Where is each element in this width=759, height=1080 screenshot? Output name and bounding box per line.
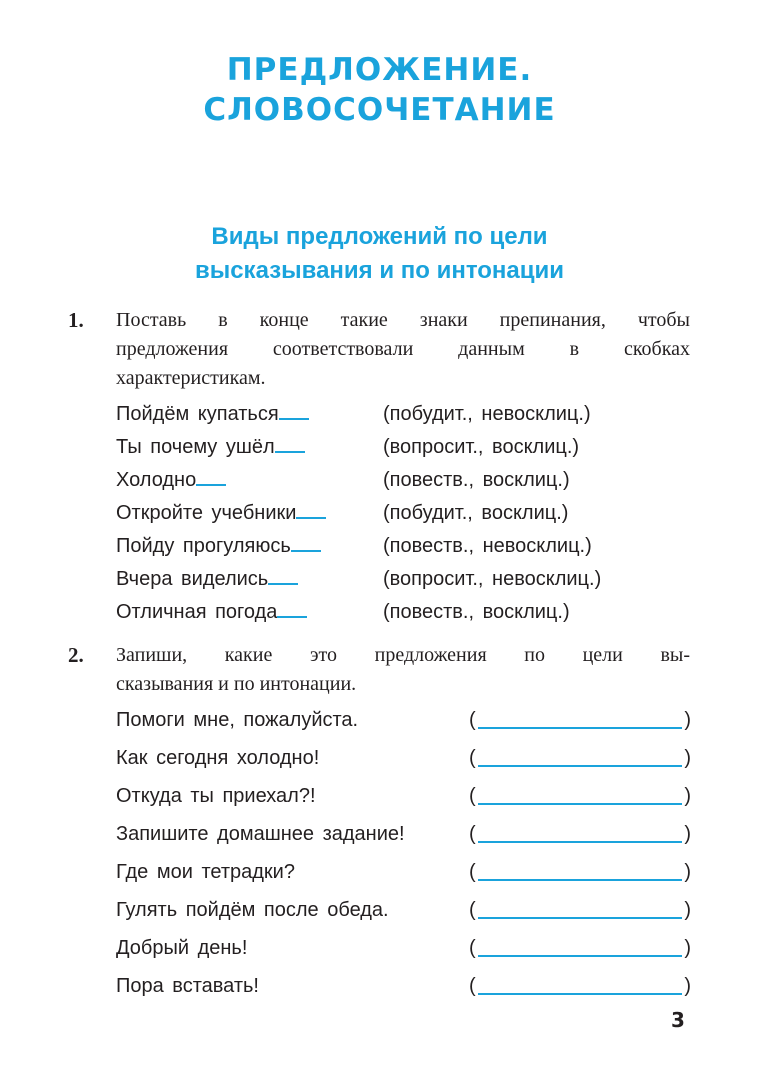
task-1-number: 1. (68, 308, 84, 332)
close-paren: ) (684, 785, 691, 807)
task-1-instruction-line-3: характеристикам. (116, 367, 266, 389)
close-paren: ) (684, 861, 691, 883)
task-1-instruction-line-2: предложения соответствовали данным в скобках (116, 338, 690, 360)
task-1-row (116, 531, 321, 561)
task-1-sentence: Ты почему ушёл (116, 436, 275, 458)
task-1-sentence: Пойдём купаться (116, 403, 279, 425)
open-paren: ( (469, 975, 476, 997)
answer-field[interactable] (469, 857, 691, 887)
task-1-row (116, 564, 298, 594)
task-2-sentence: Добрый день! (116, 937, 248, 959)
task-1-row (116, 432, 305, 462)
task-1-sentence: Отличная погода (116, 601, 278, 623)
task-1-sentence: Пойду прогуляюсь (116, 535, 291, 557)
answer-field[interactable] (469, 819, 691, 849)
task-2-instruction-line-1: Запиши, какие это предложения по цели вы- (116, 644, 690, 666)
section-title (0, 220, 759, 288)
task-2-sentence: Где мои тетрадки? (116, 861, 295, 883)
open-paren: ( (469, 709, 476, 731)
close-paren: ) (684, 899, 691, 921)
task-1-row (116, 597, 307, 627)
answer-line (478, 879, 682, 881)
task-1-hint: (повеств., восклиц.) (383, 469, 570, 491)
open-paren: ( (469, 899, 476, 921)
answer-line (478, 803, 682, 805)
answer-line (478, 765, 682, 767)
task-1-hint: (вопросит., невосклиц.) (383, 568, 602, 590)
answer-line (478, 841, 682, 843)
task-2-number: 2. (68, 643, 84, 667)
open-paren: ( (469, 861, 476, 883)
close-paren: ) (684, 747, 691, 769)
section-title-line-1: Виды предложений по цели (211, 223, 548, 250)
answer-line (478, 993, 682, 995)
page-number: 3 (671, 1008, 685, 1032)
close-paren: ) (684, 937, 691, 959)
task-1-hint: (повеств., невосклиц.) (383, 535, 592, 557)
chapter-title (0, 50, 759, 130)
punctuation-blank[interactable] (279, 400, 309, 420)
task-1-instruction (116, 306, 690, 393)
task-1-hint: (вопросит., восклиц.) (383, 436, 580, 458)
answer-line (478, 917, 682, 919)
answer-field[interactable] (469, 781, 691, 811)
answer-field[interactable] (469, 933, 691, 963)
task-2-sentence: Пора вставать! (116, 975, 259, 997)
task-2-sentence: Запишите домашнее задание! (116, 823, 405, 845)
answer-field[interactable] (469, 705, 691, 735)
open-paren: ( (469, 785, 476, 807)
task-1-hint: (повеств., восклиц.) (383, 601, 570, 623)
task-1-row (116, 399, 309, 429)
task-1-instruction-line-1: Поставь в конце такие знаки препинания, чтобы (116, 309, 690, 331)
punctuation-blank[interactable] (296, 499, 326, 519)
close-paren: ) (684, 823, 691, 845)
open-paren: ( (469, 823, 476, 845)
answer-field[interactable] (469, 971, 691, 1001)
task-2-sentence: Откуда ты приехал?! (116, 785, 316, 807)
task-1-row (116, 498, 326, 528)
punctuation-blank[interactable] (268, 565, 298, 585)
open-paren: ( (469, 747, 476, 769)
task-1-sentence: Холодно (116, 469, 197, 491)
answer-field[interactable] (469, 895, 691, 925)
section-title-line-2: высказывания и по интонации (194, 257, 565, 284)
answer-line (478, 727, 682, 729)
open-paren: ( (469, 937, 476, 959)
chapter-title-line-1: ПРЕДЛОЖЕНИЕ. (226, 52, 533, 88)
task-1-hint: (побудит., восклиц.) (383, 502, 569, 524)
chapter-title-line-2: СЛОВОСОЧЕТАНИЕ (203, 92, 556, 128)
task-2-sentence: Как сегодня холодно! (116, 747, 320, 769)
answer-line (478, 955, 682, 957)
punctuation-blank[interactable] (277, 598, 307, 618)
task-1-row (116, 465, 226, 495)
close-paren: ) (684, 975, 691, 997)
task-2-sentence: Гулять пойдём после обеда. (116, 899, 389, 921)
punctuation-blank[interactable] (196, 466, 226, 486)
task-2-instruction-line-2: сказывания и по интонации. (116, 673, 357, 695)
task-2-sentence: Помоги мне, пожалуйста. (116, 709, 359, 731)
task-1-hint: (побудит., невосклиц.) (383, 403, 591, 425)
answer-field[interactable] (469, 743, 691, 773)
punctuation-blank[interactable] (291, 532, 321, 552)
task-1-sentence: Вчера виделись (116, 568, 269, 590)
task-1-sentence: Откройте учебники (116, 502, 297, 524)
punctuation-blank[interactable] (275, 433, 305, 453)
close-paren: ) (684, 709, 691, 731)
task-2-instruction (116, 641, 690, 699)
